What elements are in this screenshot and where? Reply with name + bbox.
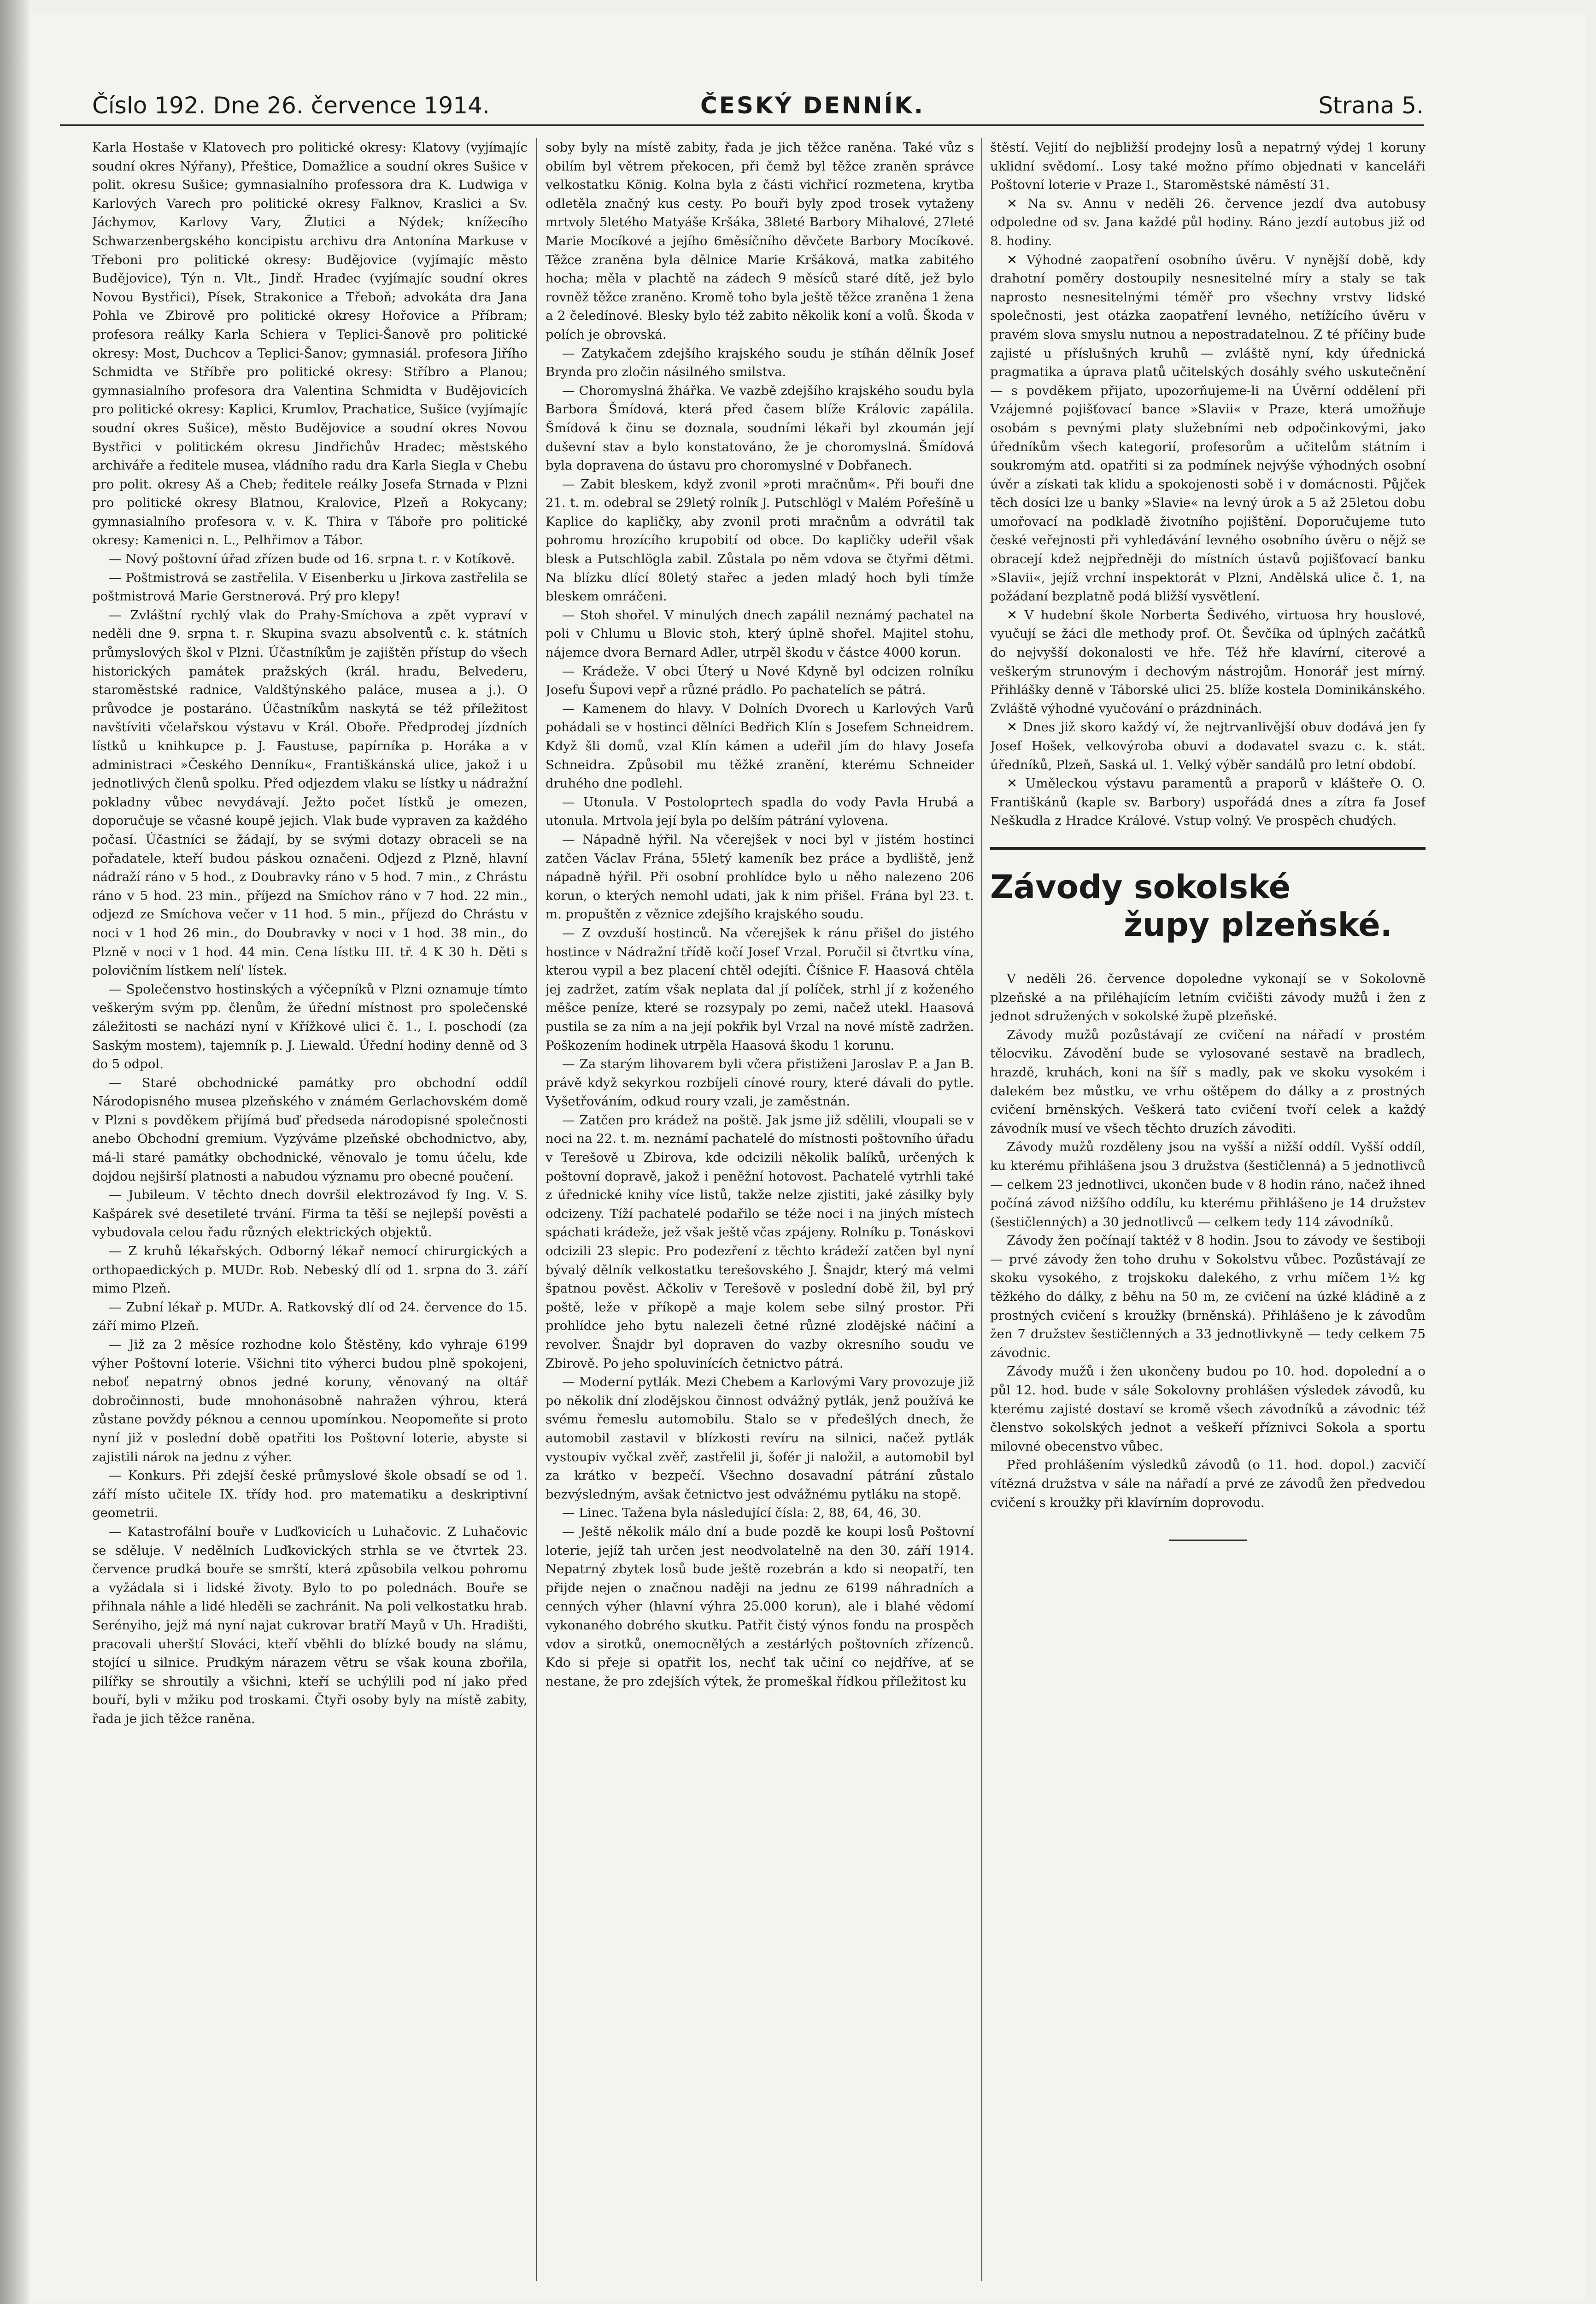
article-headline <box>990 868 1426 944</box>
news-paragraph: — Ještě několik málo dní a bude pozdě ke koupi losů Poštovní loterie, jejíž tah určen jest neodvolatelně na den 30. září 1914. Nepatrný zbytek losů bude ještě rozebrán a kdo si neopatří, ten přijde nejen o značnou naději na jednu ze 6199 náhradních a cenných výher (hlavní výhra 25.000 korun), ale i blahé vědomí vykonaného dobrého skutku. Patřit čistý výnos fondu na prospěch vdov a sirotků, onemocnělých a zestárlých poštovních zřízenců. Kdo si přeje si opatřit los, nechť tak učiní co nejdříve, ať se nestane, že pro zdejších výtek, že promeškal řídkou příležitost ku <box>546 1524 974 1689</box>
article-paragraph: Závody mužů i žen ukončeny budou po 10. hod. dopolední a o půl 12. hod. bude v sále Sokolovny prohlášen výsledek závodů, ku kterému zajisté dostaví se kromě všech závodníků a závodnic též členstvo sokolských jednot a veškeří příznivci Sokola a sportu milovné obecenstvo vůbec. <box>990 1364 1426 1454</box>
news-paragraph: — Zabit bleskem, když zvonil »proti mračnům«. Při bouři dne 21. t. m. odebral se 29letý rolník J. Putschlögl v Malém Pořešíně u Kaplice do kapličky, aby zvonil proti mračnům a odvrátil tak pohromu hrozícího krupobití od obce. Do kapličky udeřil však blesk a Putschlögla zabil. Zůstala po něm vdova se čtyřmi dětmi. Na blízku dlící 80letý stařec a jeden mladý hoch byli tímže bleskem omráčeni. <box>546 476 974 604</box>
news-paragraph: — Zatčen pro krádež na poště. Jak jsme již sdělili, vloupali se v noci na 22. t. m. neznámí pachatelé do místnosti poštovního úřadu v Terešově u Zbirova, kde odcizili několik balíků, určených k poštovní dopravě, jakož i peněžní hotovost. Pachatelé vytrhli také z úřednické knihy více listů, takže nelze zjistiti, jaké zásilky byly odcizeny. Tíží pachatelé podařilo se téže noci i na jiných místech spáchati krádeže, jež však ještě včas zpájeny. Rolníku p. Tonáskovi odcizili 23 slepic. Pro podezření z těchto krádeží zatčen byl nyní bývalý dělník velkostatku terešovského J. Šnajdr, který má velmi špatnou pověst. Ačkoliv v Terešově v poslední době žil, byl prý poště, leže v příkopě a maje kolem sebe silný prostor. Při prohlídce jeho bytu nalezeli četné různé zlodějské náčiní a revolver. Šnajdr byl dopraven do vazby okresního soudu ve Zbirově. Po jeho spoluvinících četnictvo pátrá. <box>546 1112 974 1371</box>
news-paragraph: ✕ V hudební škole Norberta Šedivého, virtuosa hry houslové, vyučují se žáci dle methody prof. Ot. Ševčíka od úplných začátků do nejvyšší dokonalosti ve hře. Též hře klavírní, citerové a veškerým strunovým i dechovým nástrojům. Honorář jest mírný. Přihlášky denně v Táborské ulici 25. blíže kostela Dominikánského. Zvláště výhodné vyučování o prázdninách. <box>990 607 1426 716</box>
news-paragraph: — Společenstvo hostinských a výčepníků v Plzni oznamuje tímto veškerým svým pp. členům, že úřední místnost pro společenské záležitosti se nachází nyní v Křížkové ulici č. 1., I. poschodí (za Saským mostem), tajemník p. J. Liewald. Úřední hodiny denně od 3 do 5 odpol. <box>92 982 528 1072</box>
news-paragraph: ✕ Výhodné zaopatření osobního úvěru. V nynější době, kdy drahotní poměry dostoupily nesnesitelné míry a staly se tak naprosto nesnesitelnými téměř pro všechny vrstvy lidské společnosti, jest otázka zaopatření levného, netížícího úvěru v pravém slova smyslu nutnou a nepostradatelnou. Z té příčiny bude zajisté u příslušných kruhů — zvláště nyní, kdy úřednická pragmatika a úprava platů učitelských dosáhly svého uskutečnění — s povděkem přijato, upozorňujeme-li na Úvěrní oddělení při Vzájemné pojišťovací bance »Slavii« v Praze, která umožňuje osobám s pevnými platy služebními neb odpočinkovými, jako úředníkům všech kategorií, profesorům a učitelům státním i soukromým atd. opatřiti si za podmínek nejvýše výhodných osobní úvěr a získati tak klidu a spokojenosti sobě i v domácnosti. Půjček těch dosíci lze u banky »Slavie« na levný úrok a 5 až 25letou dobu umořovací na podkladě životního pojištění. Doporučujeme tuto české veřejnosti při vyhledávání levného osobního úvěru o nějž se obracejí kdež nejpředněji do místních ústavů pojišťovací banku »Slavii«, jejíž vrchní inspektorát v Plzni, Andělská ulice č. 1, na požádaní bezplatně podá bližší vysvětlení. <box>990 252 1426 604</box>
article-paragraph: Závody mužů pozůstávají ze cvičení na nářadí v prostém tělocviku. Závodění bude se vylosované sestavě na bradlech, hrazdě, kruhách, koni na šíř s madly, pak ve skoku vysokém i dalekém bez můstku, ve vrhu oštěpem do dálky a z prostných cvičení brněnských. Veškerá tato cvičení tvoří celek a každý závodník musí ve všech těchto druzích závoditi. <box>990 1027 1426 1136</box>
news-paragraph: — Katastrofální bouře v Luďkovicích u Luhačovic. Z Luhačovic se sděluje. V nedělních Luďkovických strhla se ve čtvrtek 23. července prudká bouře se smrští, která způsobila velkou pohromu a vyžádala si i lidské životy. Bylo to po polednách. Bouře se přihnala náhle a lidé hleděli se zachránit. Na poli velkostatku hrab. Serényiho, jejž má nyní najat cukrovar bratří Mayů v Uh. Hradišti, pracovali uherští Slováci, kteří vběhli do blízké boudy na slámu, stojící u silnice. Prudkým nárazem větru se však kouna zbořila, pilířky se shroutily a všichni, kteří se uchýlili pod ní jako před bouří, byli v mžiku pod troskami. Čtyři osoby byly na místě zabity, řada je jich těžce raněna. <box>92 1524 528 1726</box>
news-paragraph: — Utonula. V Postoloprtech spadla do vody Pavla Hrubá a utonula. Mrtvola její byla po delším pátrání vylovena. <box>546 794 974 829</box>
column-3 <box>990 138 1426 2281</box>
news-paragraph: — Nový poštovní úřad zřízen bude od 16. srpna t. r. v Kotíkově. <box>109 552 516 567</box>
news-paragraph: — Zubní lékař p. MUDr. A. Ratkovský dlí od 24. července do 15. září mimo Plzeň. <box>92 1299 528 1334</box>
column-2 <box>546 138 974 2281</box>
news-paragraph: — Kamenem do hlavy. V Dolních Dvorech u Karlových Varů pohádali se v hostinci dělníci Bedřich Klín s Josefem Schneidrem. Když šli domů, vzal Klín kámen a udeřil jím do hlavy Josefa Schneidra. Způsobil mu těžké zranění, kterému Schneider druhého dne podlehl. <box>546 701 974 791</box>
article-paragraph: V neděli 26. července dopoledne vykonají se v Sokolovně plzeňské a na přiléhajícím letním cvičišti závody mužů i žen z jednot sdružených v sokolské župě plzeňské. <box>990 971 1426 1024</box>
news-paragraph: Karla Hostaše v Klatovech pro politické okresy: Klatovy (vyjímajíc soudní okres Nýřany), Přeštice, Domažlice a soudní okres Sušice v polit. okresu Sušice; gymnasialního professora dra K. Ludwiga v Karlových Varech pro politické okresy Falknov, Kraslici a Sv. Jáchymov, Karlovy Vary, Žlutici a Nýdek; knížecího Schwarzenbergského koncipistu archivu dra Antonína Markuse v Třeboni pro politické okresy: Budějovice (vyjímajíc město Budějovice), Týn n. Vlt., Jindř. Hradec (vyjímajíc soudní okres Novou Bystřici), Písek, Strakonice a Třeboň; advokáta dra Jana Pohla ve Zbirově pro politické okresy Hořovice a Příbram; profesora reálky Karla Schiera v Teplici-Šanově pro politické okresy: Most, Duchcov a Teplici-Šanov; gymnasiál. profesora Jiřího Schmidta ve Stříbře pro politické okresy: Stříbro a Planou; gymnasialního profesora dra Valentina Schmidta v Budějovicích pro politické okresy: Kaplici, Krumlov, Prachatice, Sušice (vyjímajíc soudní okres Sušice), město Budějovice a soudní okres Novou Bystřici v politickém okresu Jindřichův Hradec; městského archiváře a ředitele musea, vládního radu dra Karla Siegla v Chebu pro polit. okresy Aš a Cheb; ředitele reálky Josefa Strnada v Plzni pro politické okresy Blatnou, Kralovice, Plzeň a Rokycany; gymnasialního profesora v. v. K. Thira v Táboře pro politické okresy: Kamenici n. L., Pelhřimov a Tábor. <box>92 140 528 548</box>
article-paragraph: Závody mužů rozděleny jsou na vyšší a nižší oddíl. Vyšší oddíl, ku kterému přihlášena jsou 3 družstva (šestičlenná) a 5 jednotlivců — celkem 23 jednotlivci, ukončen bude v 8 hodin ráno, načež ihned počíná závod nižšího oddílu, ku kterému přihlášeno je 14 družstev (šestičlenných) a 30 jednotlivců — celkem tedy 114 závodníků. <box>990 1140 1426 1229</box>
column-rule <box>536 138 537 2281</box>
news-paragraph: ✕ Uměleckou výstavu paramentů a praporů v klášteře O. O. Františkánů (kaple sv. Barbory) uspořádá dnes a zítra fa Josef Neškudla z Hradce Králové. Vstup volný. Ve prospěch chudých. <box>990 776 1426 829</box>
news-paragraph: — Linec. Tažena byla následující čísla: 2, 88, 64, 46, 30. <box>562 1505 921 1521</box>
news-paragraph: — Jubileum. V těchto dnech dovršil elektrozávod fy Ing. V. S. Kašpárek své desetileté trvání. Firma ta těší se nejlepší pověsti a vybudovala celou řadu různých elektrických objektů. <box>92 1187 528 1240</box>
news-paragraph: — Moderní pytlák. Mezi Chebem a Karlovými Vary provozuje již po několik dní zlodějskou činnost odvážný pytlák, jenž používá ke svému řemeslu automobilu. Stalo se v předešlých dnech, že automobil zastavil v blízkosti revíru na silnici, načež pytlák vystoupiv vyčkal zvěř, zastřelil ji, šofér ji naložil, a automobil byl za krátko v bezpečí. Všechno dosavadní pátrání zůstalo bezvýsledným, avšak četnictvo jest odvážnému pytláku na stopě. <box>546 1375 974 1502</box>
news-paragraph: ✕ Dnes již skoro každý ví, že nejtrvanlivější obuv dodává jen fy Josef Hošek, velkovýroba obuvi a dodavatel svazu c. k. stát. úředníků, Plzeň, Saská ul. 1. Velký výběr sandálů pro letní období. <box>990 720 1426 772</box>
news-paragraph: — Staré obchodnické památky pro obchodní oddíl Národopisného musea plzeňského v známém Gerlachovském domě v Plzni s povděkem přijímá buď předseda národopisné společnosti anebo Obchodní gremium. Vyzýváme plzeňské obchodnictvo, aby, má-li staré památky obchodnické, věnovalo je tomu účelu, kde dojdou nejširší platnosti a nabudou významu pro obecné poučení. <box>92 1075 528 1184</box>
news-paragraph: soby byly na místě zabity, řada je jich těžce raněna. Také vůz s obilím byl větrem překocen, při čemž byl těžce zraněn správce velkostatku König. Kolna byla z části vichřicí rozmetena, krytba odletěla značný kus cesty. Po bouři byly zpod trosek vytaženy mrtvoly 5letého Matyáše Kršáka, 38leté Barbory Mihalové, 27leté Marie Mocíkové a jejího 6měsíčního děvčete Barbory Mocíkové. Těžce zraněna byla dělnice Marie Kršáková, matka zabitého hocha; měla v plachtě na zádech 9 měsíců staré dítě, jež bylo rovněž těžce zraněno. Kromě toho byla ještě těžce zraněna 1 žena a 2 čeledínové. Blesky bylo též zabito několik koní a volů. Škoda v polích je obrovská. <box>546 140 974 342</box>
article-divider <box>990 847 1426 850</box>
news-paragraph: — Choromyslná žhářka. Ve vazbě zdejšího krajského soudu byla Barbora Šmídová, která před časem blíže Královic zapálila. Šmídová k činu se doznala, soudními lékaři byl zkoumán její duševní stav a bylo konstatováno, že je choromyslná. Šmídová byla dopravena do ústavu pro choromyslné v Dobřanech. <box>546 383 974 473</box>
issue-date: Číslo 192. Dne 26. července 1914. <box>92 92 490 119</box>
news-paragraph: — Nápadně hýřil. Na včerejšek v noci byl v jistém hostinci zatčen Václav Frána, 55letý kameník bez práce a bydliště, jenž nápadně hýřil. Při osobní prohlídce bylo u něho nalezeno 206 korun, o kterých nemohl udati, jak k nim přišel. Frána byl 23. t. m. propuštěn z věznice zdejšího krajského soudu. <box>546 832 974 922</box>
news-paragraph: štěstí. Vejití do nejbližší prodejny losů a nepatrný výdej 1 koruny uklidní svědomí.. Losy také možno přímo objednati v kanceláři Poštovní loterie v Praze I., Staroměstské náměstí 31. <box>990 140 1426 193</box>
news-paragraph: — Z ovzduší hostinců. Na včerejšek k ránu přišel do jistého hostince v Nádražní třídě kočí Josef Vrzal. Poručil si čtvrtku vína, kterou vypil a bez placení chtěl odejíti. Číšnice F. Haasová chtěla jej zadržet, zatím však neplata dal jí políček, strhl jí z koženého měšce peníze, které se rozsypaly po zemi, načež utekl. Haasová pustila se za ním a na její pokřik byl Vrzal na nové místě zadržen. Poškozením hodinek utrpěla Haasová škodu 1 korunu. <box>546 925 974 1053</box>
news-paragraph: — Za starým lihovarem byli včera přistiženi Jaroslav P. a Jan B. právě když sekyrkou rozbíjeli cínové roury, které dávali do pytle. Vyšetřováním, odkud roury vzali, je zaměstnán. <box>546 1057 974 1109</box>
notices-list <box>990 138 1426 830</box>
news-paragraph: — Již za 2 měsíce rozhodne kolo Štěstěny, kdo vyhraje 6199 výher Poštovní loterie. Všichni tito výherci budou plně spokojeni, neboť nepatrný obnos jedné koruny, věnovaný na oltář dobročinnosti, bude mnohonásobně nahražen výhrou, která zůstane povždy péknou a cennou upomínkou. Neopomeňte si proto nyní již v poslední době opatřiti los Poštovní loterie, abyste si zajistili nárok na jednu z výher. <box>92 1337 528 1464</box>
news-paragraph: — Konkurs. Při zdejší české průmyslové škole obsadí se od 1. září místo učitele IX. třídy hod. pro matematiku a deskriptivní geometrii. <box>92 1468 528 1521</box>
newspaper-title: ČESKÝ DENNÍK. <box>700 92 925 119</box>
article-body <box>990 970 1426 1512</box>
page-number: Strana 5. <box>1318 92 1424 119</box>
news-paragraph: — Poštmistrová se zastřelila. V Eisenberku u Jirkova zastřelila se poštmistrová Marie Gerstnerová. Prý pro klepy! <box>92 570 528 604</box>
headline-line-1: Závody sokolské <box>990 868 1291 906</box>
article-paragraph: Před prohlášením výsledků závodů (o 11. hod. dopol.) zacvičí vítězná družstva v sále na nářadí a prvé ze závodů žen předvedou cvičení s kroužky při klavírním doprovodu. <box>990 1458 1426 1510</box>
article-end-rule <box>1169 1540 1247 1541</box>
column-rule <box>981 138 982 2281</box>
news-paragraph: ✕ Na sv. Annu v neděli 26. července jezdí dva autobusy odpoledne od sv. Jana každé půl hodiny. Ráno jezdí autobus již od 8. hodiny. <box>990 196 1426 248</box>
news-paragraph: — Zatykačem zdejšího krajského soudu je stíhán dělník Josef Brynda pro zločin násilného smilstva. <box>546 346 974 380</box>
news-paragraph: — Krádeže. V obci Úterý u Nové Kdyně byl odcizen rolníku Josefu Šupovi vepř a různé prádlo. Po pachatelích se pátrá. <box>546 664 974 698</box>
masthead <box>60 88 1424 126</box>
page-edge-shadow <box>0 0 29 2304</box>
column-1 <box>92 138 528 2281</box>
news-paragraph: — Zvláštní rychlý vlak do Prahy-Smíchova a zpět vypraví v neděli dne 9. srpna t. r. Skupina svazu absolventů c. k. státních průmyslových škol v Plzni. Účastníkům je zajištěn přístup do všech historických památek pražských (král. hradu, Belvederu, staroměstské radnice, Valdštýnského paláce, musea a j.). O průvodce je postaráno. Účastníkům naskytá se též příležitost navštíviti včelařskou výstavu v Král. Oboře. Předprodej jízdních lístků u knihkupce p. J. Faustuse, papírníka p. Horáka a v administraci »Českého Denníku«, Františkánská ulice, jakož i u jednotlivých členů spolku. Před odjezdem vlaku se lístky u nádražní pokladny vůbec nevydávají. Ježto počet lístků je omezen, doporučuje se včasné koupě jejich. Vlak bude vypraven za každého počasí. Účastníci se žádají, by se svými dotazy obraceli se na pořadatele, kteří budou páskou označeni. Odjezd z Plzně, hlavní nádraží ráno v 5 hod., z Doubravky ráno v 5 hod. 7 min., z Chrástu ráno v 5 hod. 23 min., příjezd na Smíchov ráno v 7 hod. 22 min., odjezd ze Smíchova večer v 11 hod. 5 min., příjezd do Chrástu v noci v 1 hod 26 min., do Doubravky v noci v 1 hod. 38 min., do Plzně v noci v 1 hod. 44 min. Cena lístku III. tř. 4 K 30 h. Děti s polovičním lístkem nelí' lístek. <box>92 607 528 978</box>
article-paragraph: Závody žen počínají taktéž v 8 hodin. Jsou to závody ve šestiboji — prvé závody žen toho druhu v Sokolstvu vůbec. Pozůstávají ze skoku vysokého, z trojskoku dalekého, z vrhu míčem 1½ kg těžkého do dálky, z běhu na 50 m, ze cvičení na úzké kládině a z prostných cvičení s kroužky (brněnská). Přihlášeno je k závodům žen 7 družstev šestičlenných a 33 jednotlivkyně — tedy celkem 75 závodnic. <box>990 1233 1426 1360</box>
news-paragraph: — Z kruhů lékařských. Odborný lékař nemocí chirurgických a orthopaedických p. MUDr. Rob. Nebeský dlí od 1. srpna do 3. září mimo Plzeň. <box>92 1244 528 1296</box>
news-paragraph: — Stoh shořel. V minulých dnech zapálil neznámý pachatel na poli v Chlumu u Blovic stoh, který úplně shořel. Majitel stohu, nájemce dvora Bernard Adler, utrpěl škodu v částce 4000 korun. <box>546 607 974 660</box>
headline-line-2: župy plzeňské. <box>1124 905 1393 944</box>
